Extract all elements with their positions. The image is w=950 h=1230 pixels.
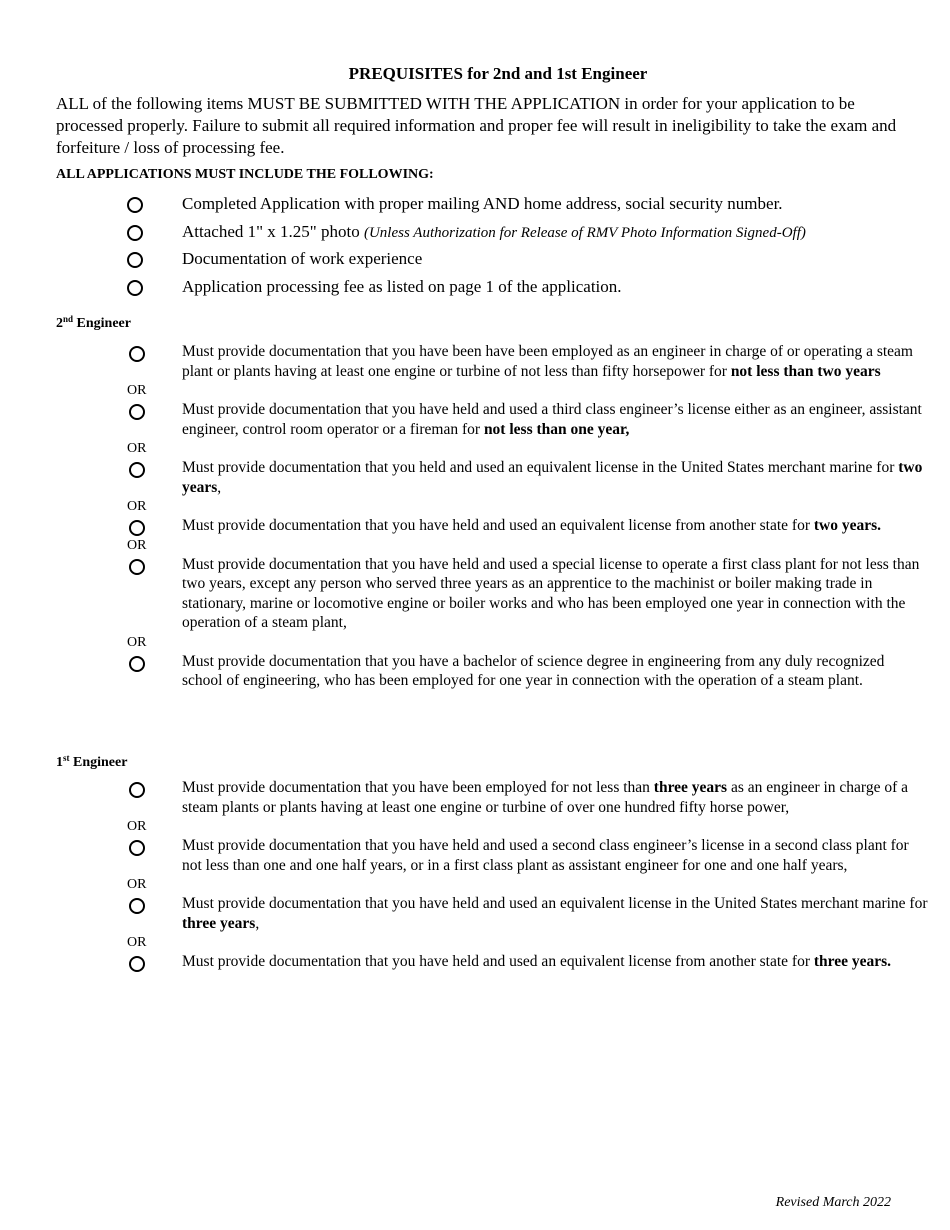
requirement-item xyxy=(0,276,950,304)
requirement-item xyxy=(0,221,950,249)
checkbox-circle-icon[interactable] xyxy=(129,404,145,420)
checkbox-circle-icon[interactable] xyxy=(129,898,145,914)
option-text: Must provide documentation that you have a bachelor of science degree in engineering from any duly recognized school of engineering, who has been employed for one year in connection with the operation of a steam plant. xyxy=(182,652,885,689)
or-label: OR xyxy=(127,634,147,650)
option-text: Must provide documentation that you have been have been employed as an engineer in charge of or operating a steam plant or plants having at least one engine or turbine of not less than fifty horsepower for not less than two years xyxy=(182,343,913,380)
option-text: Must provide documentation that you have held and used an equivalent license from another state for two years. xyxy=(182,517,882,534)
option-text: Must provide documentation that you held and used an equivalent license in the United States merchant marine for two years, xyxy=(182,459,923,496)
second-engineer-heading: 2nd Engineer xyxy=(56,314,131,331)
requirement-text: Application processing fee as listed on page 1 of the application. xyxy=(182,276,622,296)
option-item xyxy=(0,894,950,933)
first-engineer-options xyxy=(0,778,950,972)
checkbox-circle-icon[interactable] xyxy=(127,280,143,296)
requirement-text: Completed Application with proper mailing AND home address, social security number. xyxy=(182,194,783,213)
or-label: OR xyxy=(127,935,147,950)
option-item xyxy=(0,952,950,972)
requirement-item xyxy=(0,248,950,276)
option-item xyxy=(0,652,950,691)
requirement-text: Attached 1" x 1.25" photo (Unless Authorization for Release of RMV Photo Information Signed-Off) xyxy=(182,221,806,241)
option-item xyxy=(0,778,950,817)
requirements-list xyxy=(0,193,950,303)
requirement-item xyxy=(0,193,950,221)
option-item xyxy=(0,516,950,536)
option-item xyxy=(0,836,950,875)
option-item xyxy=(0,458,950,497)
or-label: OR xyxy=(127,537,147,553)
option-item xyxy=(0,400,950,439)
or-label: OR xyxy=(127,441,147,456)
option-text: Must provide documentation that you have held and used a special license to operate a first class plant for not less than two years, except any person who served three years as an apprentice to the machinist or boiler making trade in stationary, marine or locomotive engine or boiler works and who has been employed one year in connection with the operation of a steam plant, xyxy=(182,555,920,631)
checkbox-circle-icon[interactable] xyxy=(129,956,145,972)
checkbox-circle-icon[interactable] xyxy=(127,197,143,213)
first-engineer-heading: 1st Engineer xyxy=(56,753,128,770)
checkbox-circle-icon[interactable] xyxy=(129,520,145,536)
option-item xyxy=(0,342,950,381)
all-applications-heading: ALL APPLICATIONS MUST INCLUDE THE FOLLOWING: xyxy=(56,167,434,182)
requirement-note: (Unless Authorization for Release of RMV Photo Information Signed-Off) xyxy=(363,224,806,241)
checkbox-circle-icon[interactable] xyxy=(129,840,145,856)
revision-date: Revised March 2022 xyxy=(775,1195,891,1210)
intro-paragraph: ALL of the following items MUST BE SUBMITTED WITH THE APPLICATION in order for your application to be processed properly. Failure to submit all required information and proper fee will result in ineligibility to take the exam and forfeiture / loss of processing fee. xyxy=(56,94,897,157)
or-label: OR xyxy=(127,819,147,834)
checkbox-circle-icon[interactable] xyxy=(129,346,145,362)
option-item xyxy=(0,555,950,633)
page-title: PREQUISITES for 2nd and 1st Engineer xyxy=(348,64,648,83)
option-text: Must provide documentation that you have held and used an equivalent license in the United States merchant marine for three years, xyxy=(182,895,928,932)
checkbox-circle-icon[interactable] xyxy=(127,225,143,241)
checkbox-circle-icon[interactable] xyxy=(129,462,145,478)
checkbox-circle-icon[interactable] xyxy=(129,559,145,575)
option-text: Must provide documentation that you have held and used a second class engineer’s license in a second class plant for not less than one and one half years, or in a first class plant as assistant engineer for one and one half years, xyxy=(182,837,909,874)
or-label: OR xyxy=(127,383,147,398)
option-text: Must provide documentation that you have held and used an equivalent license from another state for three years. xyxy=(182,953,892,970)
or-label: OR xyxy=(127,877,147,892)
option-text: Must provide documentation that you have held and used a third class engineer’s license either as an engineer, assistant engineer, control room operator or a fireman for not less than one year, xyxy=(182,401,922,438)
requirement-text: Documentation of work experience xyxy=(182,249,423,268)
checkbox-circle-icon[interactable] xyxy=(127,252,143,268)
checkbox-circle-icon[interactable] xyxy=(129,782,145,798)
or-label: OR xyxy=(127,499,147,514)
checkbox-circle-icon[interactable] xyxy=(129,656,145,672)
second-engineer-options xyxy=(0,342,950,691)
option-text: Must provide documentation that you have been employed for not less than three years as an engineer in charge of a steam plants or plants having at least one engine or turbine of over one hundred fifty horse power, xyxy=(182,779,908,816)
